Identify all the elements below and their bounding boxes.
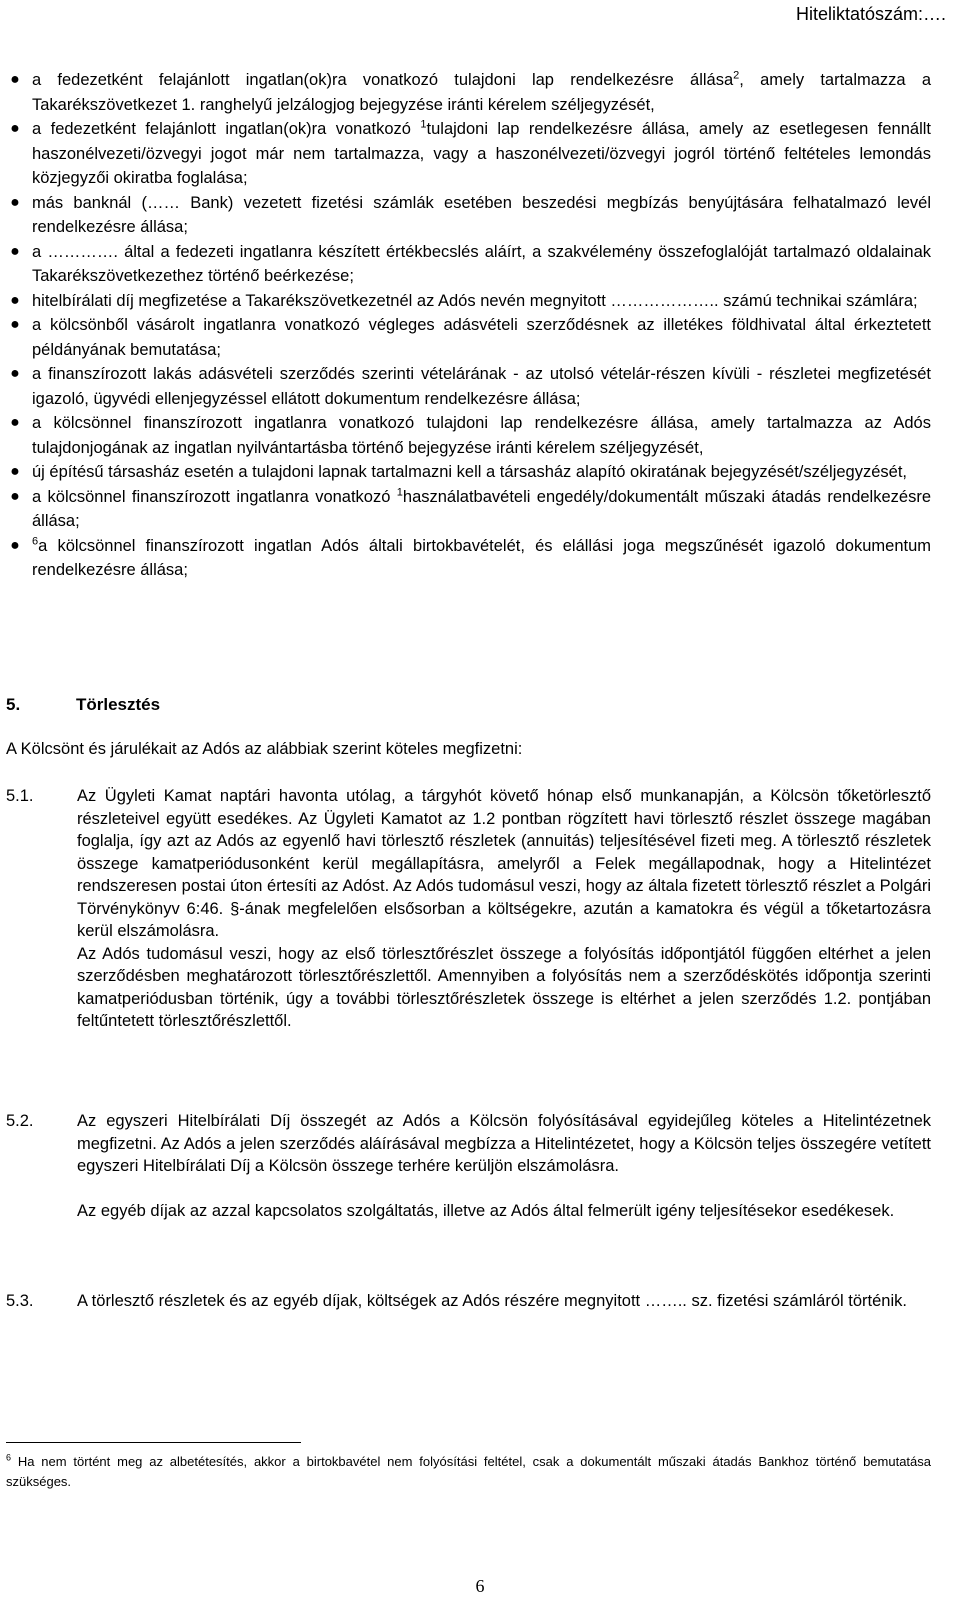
bullet-icon: ●: [10, 463, 20, 480]
bullet-icon: ●: [10, 316, 20, 333]
bullet-icon: ●: [10, 487, 20, 505]
list-item: ● új építésű társasház esetén a tulajdoni lapnak tartalmazni kell a társasház alapító okiratának bejegyzését/széljegyzését,: [6, 460, 931, 485]
list-item: ● a finanszírozott lakás adásvételi szerződés szerinti vételárának - az utolsó vételár-részen kívüli - részletei megfizetését igazoló, ügyvédi ellenjegyzéssel ellátott dokumentum rendelkezésre állása;: [6, 362, 931, 411]
section-intro: A Kölcsönt és járulékait az Adós az alábbiak szerint köteles megfizetni:: [6, 740, 523, 758]
list-item: ● a kölcsönből vásárolt ingatlanra vonatkozó végleges adásvételi szerződésnek az illetékes földhivatal által érkeztetett példányának bemutatása;: [6, 313, 931, 362]
subsection-5-1: 5.1. Az Ügyleti Kamat naptári havonta utólag, a tárgyhót követő hónap első munkanapján, a Kölcsön tőketörlesztő részleteivel együtt esedékes. Az Ügyleti Kamatot az 1.2 pontban rögzített havi törlesztő részlet összege magában foglalja, így azt az Adós az egyenlő havi törlesztő részletek (annuitás) teljesítésével fizeti meg. A törlesztő részletek összege kamatperiódusonként kerül megállapításra, amelyről a Felek megállapodnak, hogy a Hitelintézet rendszeresen postai úton értesíti az Adóst. Az Adós tudomásul veszi, hogy az általa fizetett törlesztő részlet a Polgári Törvénykönyv 6:46. §-ának megfelelően elsősorban a költségekre, azután a kamatokra és végül a tőketartozásra kerül elszámolásra. Az Adós tudomásul veszi, hogy az első törlesztőrészlet összege a folyósítás időpontjától függően eltérhet a jelen szerződésben meghatározott törlesztőrészlettől. Amennyiben a folyósítás nem a szerződéskötés időpontja szerinti kamatperiódusban történik, úgy a további törlesztőrészletek összege is eltérhet a jelen szerződés 1.2. pontjában feltűntetett törlesztőrészlettől.: [6, 785, 931, 1033]
list-item: ● $^6$a kölcsönnel finanszírozott ingatlan Adós általi birtokbavételét, és elállási joga megszűnését igazoló dokumentum rendelkezésre állása;: [6, 534, 931, 583]
list-item: ● a kölcsönnel finanszírozott ingatlanra vonatkozó $^1$használatbavételi engedély/dokumentált műszaki átadás rendelkezésre állása;: [6, 485, 931, 534]
paragraph: Az Adós tudomásul veszi, hogy az első törlesztőrészlet összege a folyósítás időpontjától függően eltérhet a jelen szerződésben meghatározott törlesztőrészlettől. Amennyiben a folyósítás nem a szerződéskötés időpontja szerinti kamatperiódusban történik, úgy a további törlesztőrészletek összege is eltérhet a jelen szerződés 1.2. pontjában feltűntetett törlesztőrészlettől.: [77, 944, 931, 1030]
conditions-list: [6, 68, 931, 583]
paragraph: Az egyszeri Hitelbírálati Díj összegét az Adós a Kölcsön folyósításával egyidejűleg köteles a Hitelintézetnek megfizetni. Az Adós a jelen szerződés aláírásával megbízza a Hitelintézetet, hogy a Kölcsön teljes összegére vetített egyszeri Hitelbírálati Díj a Kölcsön összege terhére kerüljön elszámolásra.: [77, 1112, 931, 1175]
footnote-reference: 6: [32, 535, 39, 547]
list-item: ● a …………. által a fedezeti ingatlanra készített értékbecslés aláírt, a szakvélemény összefoglalóját tartalmazó oldalainak Takarékszövetkezethez történő beérkezése;: [6, 240, 931, 289]
bullet-icon: ●: [10, 414, 20, 431]
bullet-icon: ●: [10, 120, 20, 137]
bullet-icon: ●: [10, 71, 20, 88]
subsection-5-2: 5.2. Az egyszeri Hitelbírálati Díj összegét az Adós a Kölcsön folyósításával egyidejűleg köteles a Hitelintézetnek megfizetni. Az Adós a jelen szerződés aláírásával megbízza a Hitelintézetet, hogy a Kölcsön teljes összegére vetített egyszeri Hitelbírálati Díj a Kölcsön összege terhére kerüljön elszámolásra. Az egyéb díjak az azzal kapcsolatos szolgáltatás, illetve az Adós által felmerült igény teljesítésekor esedékesek.: [6, 1110, 931, 1222]
footnote-divider: [6, 1442, 301, 1443]
bullet-icon: ●: [10, 291, 20, 309]
bullet-icon: ●: [10, 193, 20, 211]
list-item: ● a fedezetként felajánlott ingatlan(ok)ra vonatkozó tulajdoni lap rendelkezésre állása$^2$, amely tartalmazza a Takarékszövetkezet 1. ranghelyű jelzálogjog bejegyzése iránti kérelem széljegyzését,: [6, 68, 931, 117]
list-item: ● a fedezetként felajánlott ingatlan(ok)ra vonatkozó $^1$tulajdoni lap rendelkezésre állása, amely az esetlegesen fennállt haszonélvezeti/özvegyi jogot már nem tartalmazza, vagy a haszonélvezeti/özvegyi jogról történő feltételes lemondás közjegyzői okiratba foglalása;: [6, 117, 931, 191]
subsection-5-3: 5.3. A törlesztő részletek és az egyéb díjak, költségek az Adós részére megnyitott …….. sz. fizetési számláról történik.: [6, 1290, 931, 1313]
bullet-icon: ●: [10, 365, 20, 382]
bullet-icon: ●: [10, 536, 20, 554]
bullet-icon: ●: [10, 242, 20, 260]
footnote: $^6$ Ha nem történt meg az albetétesítés, akkor a birtokbavétel nem folyósítási feltétel, csak a dokumentált műszaki átadás Bankhoz történő bemutatása szükséges.: [6, 1452, 931, 1489]
list-item: ● hitelbírálati díj megfizetése a Takarékszövetkezetnél az Adós nevén megnyitott ……………….. számú technikai számlára;: [6, 289, 931, 314]
paragraph: A törlesztő részletek és az egyéb díjak, költségek az Adós részére megnyitott …….. sz. fizetési számláról történik.: [77, 1292, 907, 1310]
paragraph: Az Ügyleti Kamat naptári havonta utólag, a tárgyhót követő hónap első munkanapján, a Kölcsön tőketörlesztő részleteivel együtt esedékes. Az Ügyleti Kamatot az 1.2 pontban rögzített havi törlesztő részlet összege magában foglalja, így azt az Adós az egyenlő havi törlesztő részletek (annuitás) teljesítésével fizeti meg. A törlesztő részletek összege kamatperiódusonként kerül megállapításra, amelyről a Felek megállapodnak, hogy a Hitelintézet rendszeresen postai úton értesíti az Adóst. Az Adós tudomásul veszi, hogy az általa fizetett törlesztő részlet a Polgári Törvénykönyv 6:46. §-ának megfelelően elsősorban a költségekre, azután a kamatokra és végül a tőketartozásra kerül elszámolásra.: [77, 787, 931, 940]
page-number: 6: [475, 1576, 485, 1596]
list-item: ● a kölcsönnel finanszírozott ingatlanra vonatkozó tulajdoni lap rendelkezésre állása, amely tartalmazza az Adós tulajdonjogának az ingatlan nyilvántartásba történő bejegyzése iránti kérelem széljegyzését,: [6, 411, 931, 460]
paragraph: Az egyéb díjak az azzal kapcsolatos szolgáltatás, illetve az Adós által felmerült igény teljesítésekor esedékesek.: [77, 1201, 895, 1220]
loan-reference-header: Hiteliktatószám:….: [795, 4, 946, 24]
list-item: ● más banknál (…… Bank) vezetett fizetési számlák esetében beszedési megbízás benyújtására felhatalmazó levél rendelkezésre állása;: [6, 191, 931, 240]
section-heading: 5. Törlesztés: [6, 695, 161, 714]
